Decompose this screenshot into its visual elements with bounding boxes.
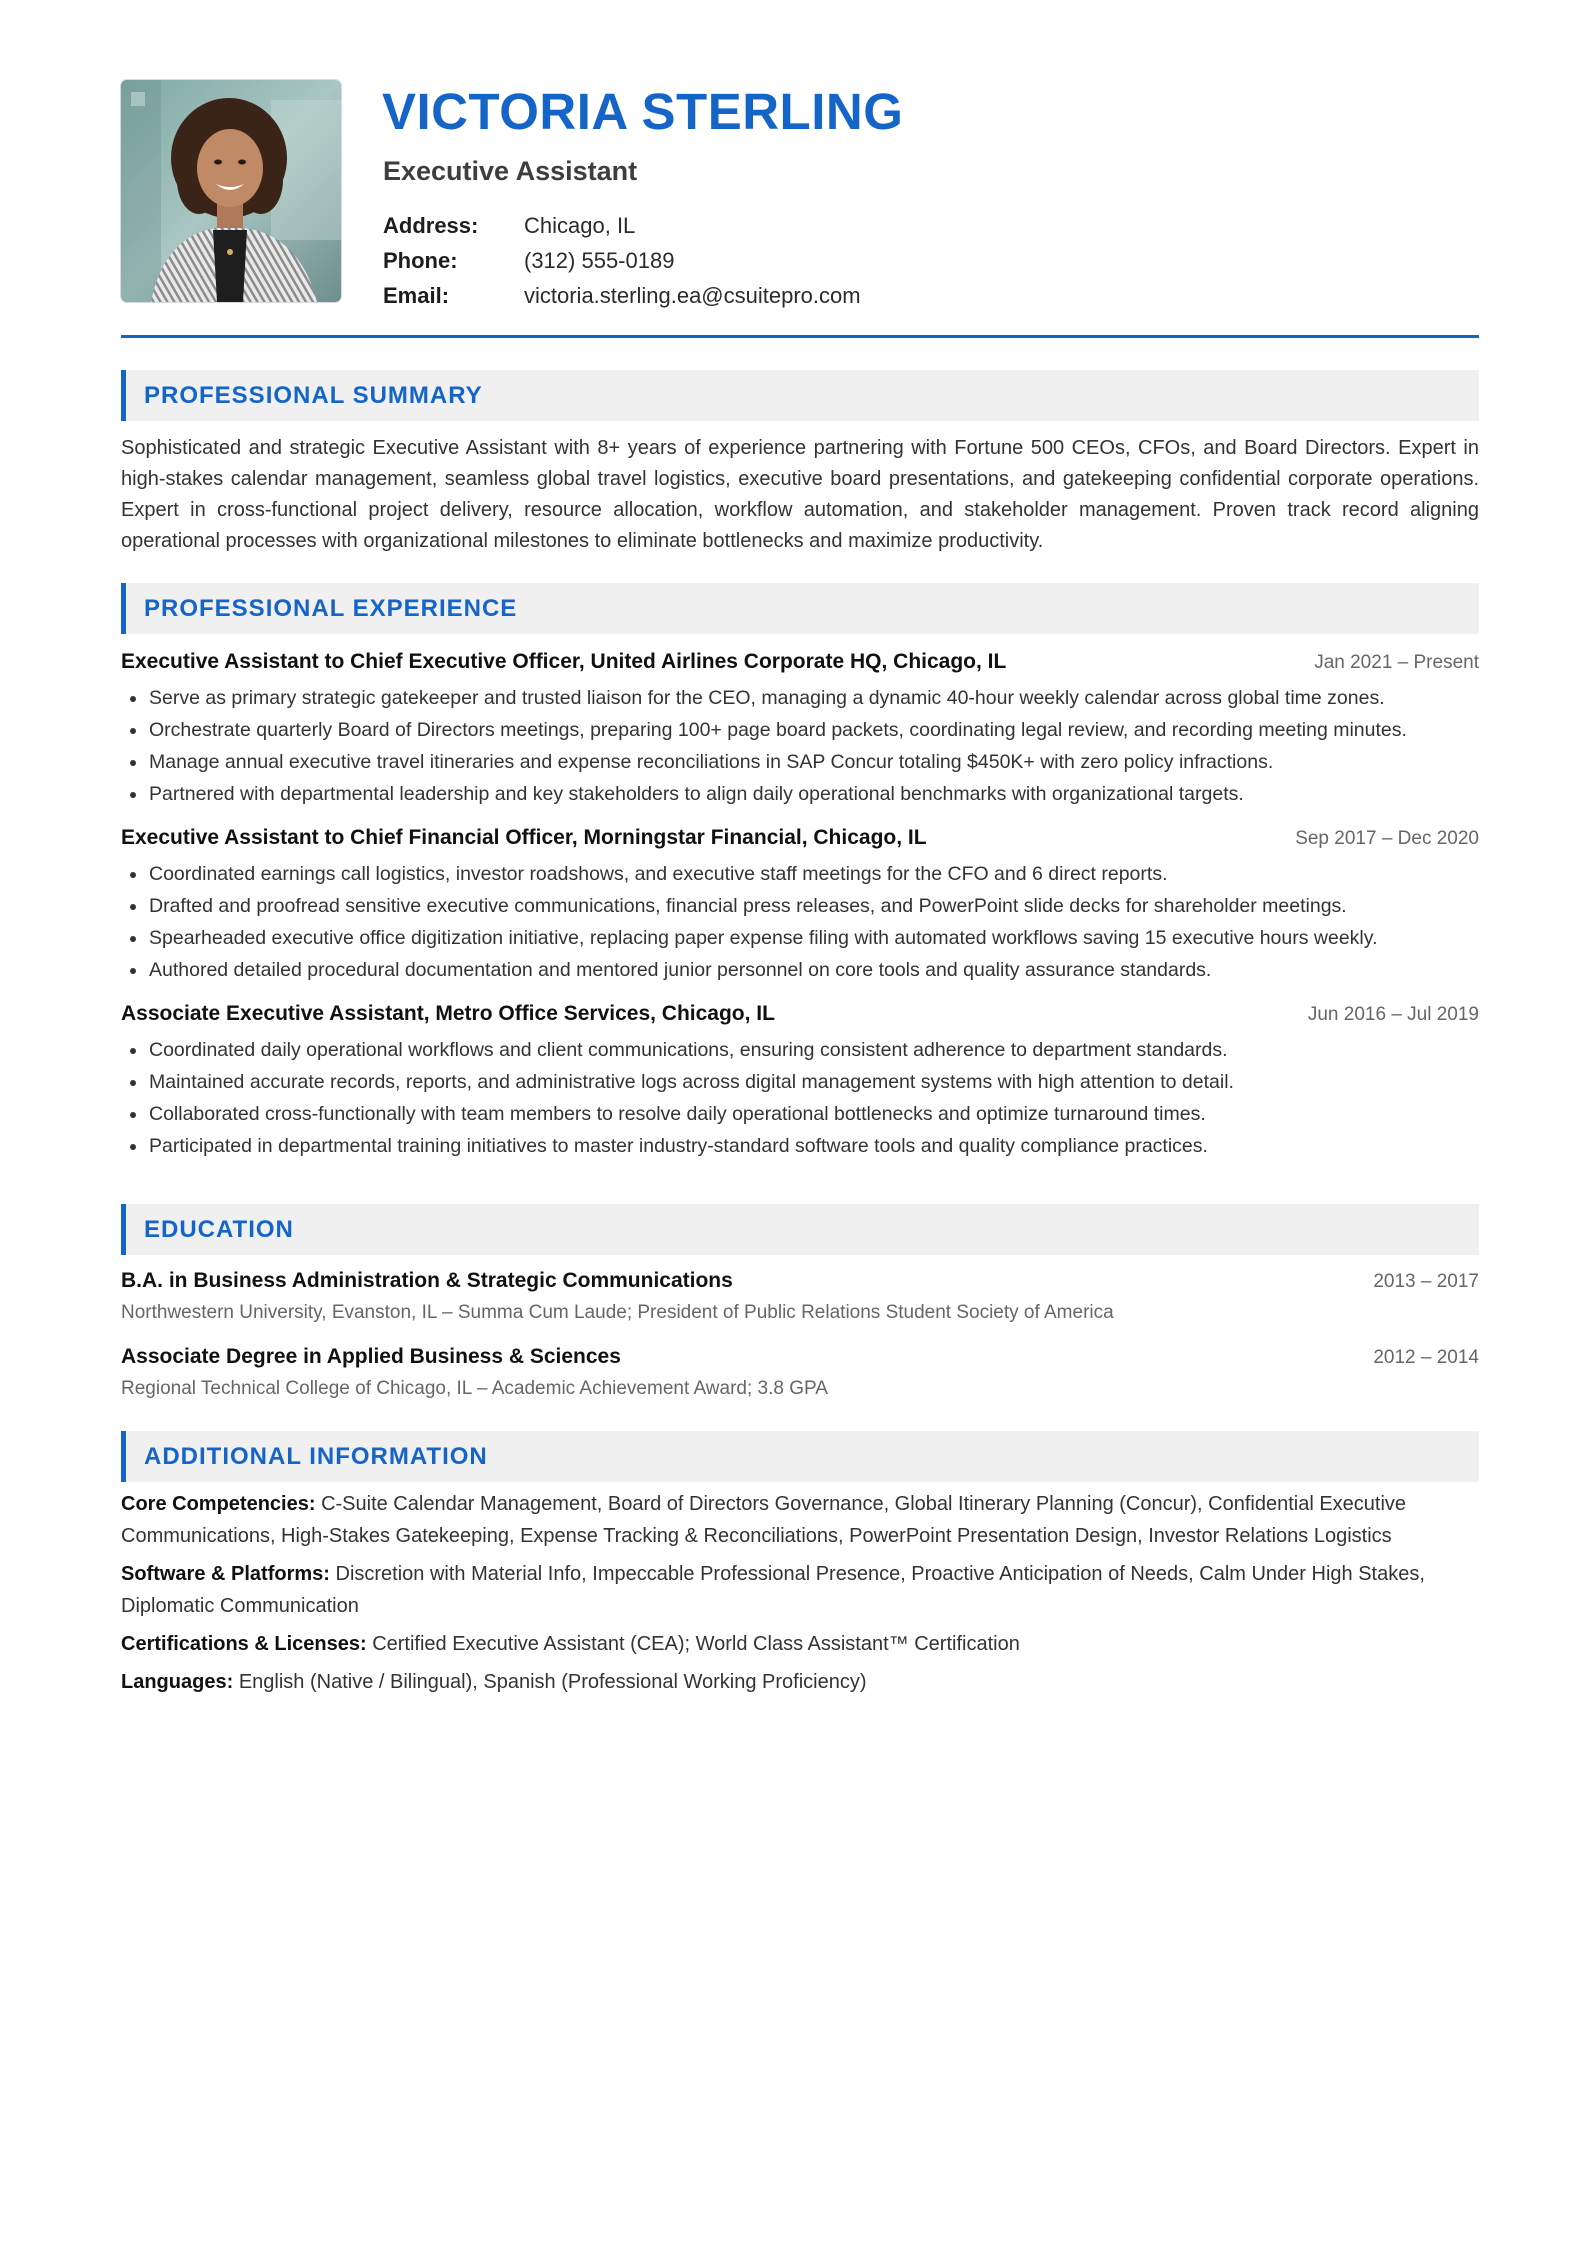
education-entry	[121, 1269, 1479, 1327]
job-entry-date: Jun 2016 – Jul 2019	[1307, 1004, 1479, 1025]
education-degree: Associate Degree in Applied Business & Sciences	[121, 1345, 621, 1368]
section-heading-text: PROFESSIONAL SUMMARY	[144, 381, 483, 409]
job-bullet: Authored detailed procedural documentation and mentored junior personnel on core tools and quality assurance standards.	[121, 954, 1479, 986]
contact-phone	[383, 243, 861, 278]
job-entry	[121, 650, 1479, 810]
job-bullet: Collaborated cross-functionally with team members to resolve daily operational bottlenecks and optimize turnaround times.	[121, 1098, 1479, 1130]
job-bullet: Coordinated daily operational workflows and client communications, ensuring consistent adherence to department standards.	[121, 1034, 1479, 1066]
contact-email	[383, 278, 861, 313]
contact-value: Chicago, IL	[524, 212, 636, 238]
job-entry	[121, 1002, 1479, 1162]
job-entry-title: Executive Assistant to Chief Executive Officer, United Airlines Corporate HQ, Chicago, IL	[121, 650, 1007, 673]
job-bullet: Partnered with departmental leadership and key stakeholders to align daily operational benchmarks with organizational targets.	[121, 778, 1479, 810]
job-bullet: Participated in departmental training initiatives to master industry-standard software tools and quality compliance practices.	[121, 1130, 1479, 1162]
info-core-competencies	[121, 1488, 1479, 1552]
section-heading-text: ADDITIONAL INFORMATION	[144, 1442, 488, 1470]
header-divider	[121, 335, 1479, 338]
info-software-platforms	[121, 1558, 1479, 1622]
job-entry-date: Sep 2017 – Dec 2020	[1295, 828, 1479, 849]
resume-page	[121, 80, 1479, 1693]
info-text: Certified Executive Assistant (CEA); World Class Assistant™ Certification	[372, 1633, 1020, 1655]
job-bullet: Serve as primary strategic gatekeeper and trusted liaison for the CEO, managing a dynamic 40-hour weekly calendar across global time zones.	[121, 682, 1479, 714]
info-label: Core Competencies:	[121, 1493, 316, 1515]
job-entry-title: Associate Executive Assistant, Metro Office Services, Chicago, IL	[121, 1002, 775, 1025]
info-text: Discretion with Material Info, Impeccable Professional Presence, Proactive Anticipation of Needs, Calm Under High Stakes, Diplomatic Communication	[121, 1563, 1425, 1617]
education-details: Regional Technical College of Chicago, IL – Academic Achievement Award; 3.8 GPA	[121, 1378, 828, 1399]
education-degree: B.A. in Business Administration & Strategic Communications	[121, 1269, 733, 1292]
education-date: 2013 – 2017	[1373, 1271, 1479, 1292]
info-text: C-Suite Calendar Management, Board of Directors Governance, Global Itinerary Planning (Concur), Confidential Executive Communications, High-Stakes Gatekeeping, Expense Tracking & Reconciliations, PowerPoint Presentation Design, Investor Relations Logistics	[121, 1493, 1407, 1547]
contact-info	[383, 208, 861, 313]
contact-label: Email:	[383, 282, 450, 308]
section-heading	[121, 583, 1479, 634]
section-heading-text: EDUCATION	[144, 1215, 294, 1243]
summary-text: Sophisticated and strategic Executive Assistant with 8+ years of experience partnering with Fortune 500 CEOs, CFOs, and Board Directors. Expert in high-stakes calendar management, seamless global travel logistics, executive board presentations, and gatekeeping confidential corporate operations. Expert in cross-functional project delivery, resource allocation, workflow automation, and stakeholder management. Proven track record aligning operational processes with organizational milestones to eliminate bottlenecks and maximize productivity.	[121, 437, 1479, 552]
info-certifications	[121, 1628, 1479, 1660]
education-date: 2012 – 2014	[1373, 1347, 1479, 1368]
contact-value: victoria.sterling.ea@csuitepro.com	[524, 282, 861, 308]
education-section	[121, 1204, 1479, 1403]
additional-section	[121, 1431, 1479, 1698]
education-entry	[121, 1345, 1479, 1403]
info-label: Languages:	[121, 1671, 234, 1693]
job-bullet: Manage annual executive travel itineraries and expense reconciliations in SAP Concur totaling $450K+ with zero policy infractions.	[121, 746, 1479, 778]
info-text: English (Native / Bilingual), Spanish (Professional Working Proficiency)	[238, 1671, 867, 1693]
info-languages	[121, 1666, 1479, 1698]
contact-label: Phone:	[383, 247, 458, 273]
job-bullet: Spearheaded executive office digitization initiative, replacing paper expense filing with automated workflows saving 15 executive hours weekly.	[121, 922, 1479, 954]
section-heading	[121, 1204, 1479, 1255]
info-label: Software & Platforms:	[121, 1563, 330, 1585]
job-entry	[121, 826, 1479, 986]
section-heading	[121, 1431, 1479, 1482]
contact-address	[383, 208, 861, 243]
job-bullet: Orchestrate quarterly Board of Directors meetings, preparing 100+ page board packets, coordinating legal review, and recording meeting minutes.	[121, 714, 1479, 746]
candidate-name: VICTORIA STERLING	[382, 83, 904, 140]
job-title: Executive Assistant	[383, 156, 638, 186]
education-details: Northwestern University, Evanston, IL – Summa Cum Laude; President of Public Relations Student Society of America	[121, 1302, 1114, 1323]
job-bullet: Drafted and proofread sensitive executive communications, financial press releases, and PowerPoint slide decks for shareholder meetings.	[121, 890, 1479, 922]
job-entry-date: Jan 2021 – Present	[1314, 652, 1479, 673]
profile-photo	[121, 80, 341, 302]
resume-header	[121, 80, 1479, 308]
job-bullet: Coordinated earnings call logistics, investor roadshows, and executive staff meetings for the CFO and 6 direct reports.	[121, 858, 1479, 890]
info-label: Certifications & Licenses:	[121, 1633, 367, 1655]
experience-section	[121, 583, 1479, 1162]
job-entry-title: Executive Assistant to Chief Financial Officer, Morningstar Financial, Chicago, IL	[121, 826, 927, 849]
contact-label: Address:	[383, 212, 479, 238]
section-heading	[121, 370, 1479, 421]
section-heading-text: PROFESSIONAL EXPERIENCE	[144, 594, 518, 622]
job-bullet: Maintained accurate records, reports, and administrative logs across digital management systems with high attention to detail.	[121, 1066, 1479, 1098]
summary-section	[121, 370, 1479, 557]
contact-value: (312) 555-0189	[524, 247, 675, 273]
